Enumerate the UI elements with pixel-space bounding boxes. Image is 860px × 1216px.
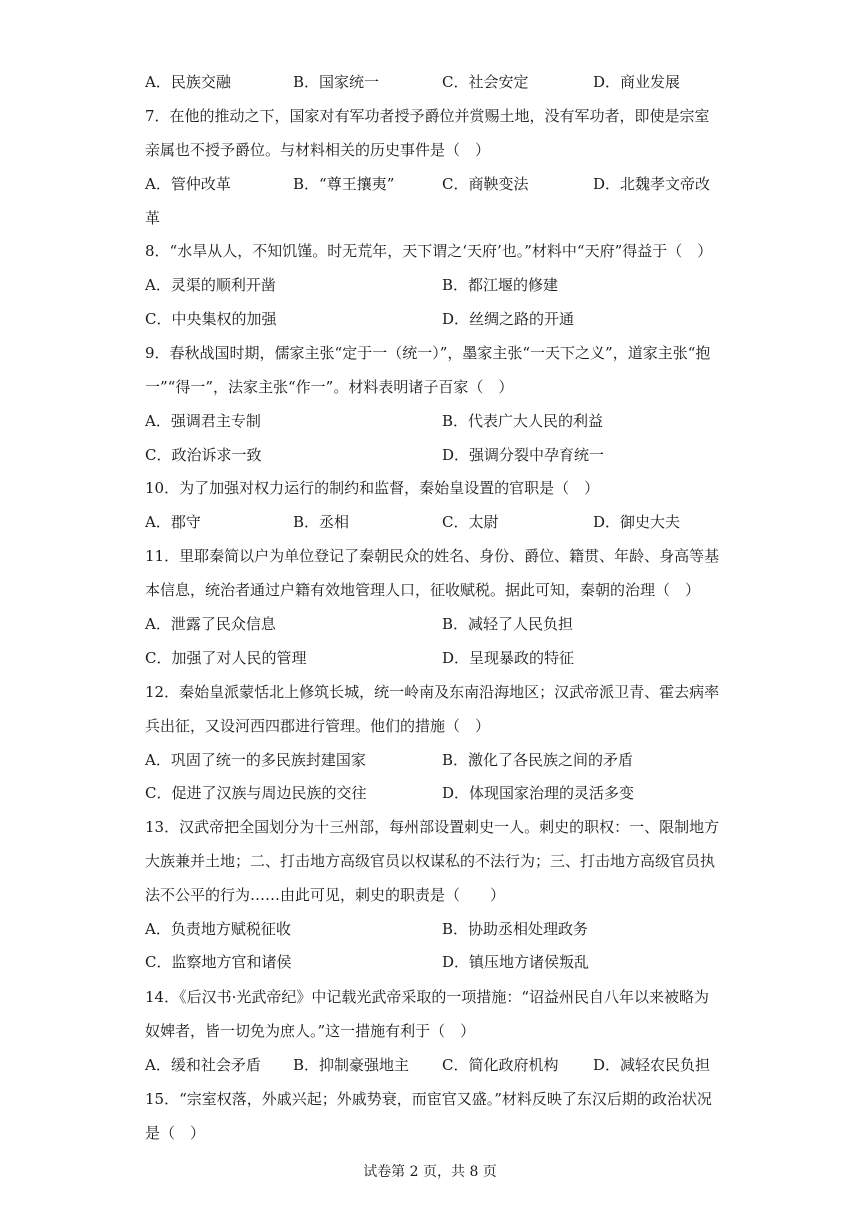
question-text-line: 大族兼并土地；二、打击地方高级官员以权谋私的不法行为；三、打击地方高级官员执 <box>145 852 716 870</box>
question-text-line: 7．在他的推动之下，国家对有军功者授予爵位并赏赐土地，没有军功者，即使是宗室 <box>145 107 710 125</box>
answer-option: C．促进了汉族与周边民族的交往 <box>145 784 367 802</box>
answer-option: B．都江堰的修建 <box>442 276 559 294</box>
answer-option: B．减轻了人民负担 <box>442 615 574 633</box>
question-text-line: 革 <box>145 209 161 227</box>
answer-option: B．丞相 <box>293 513 350 531</box>
answer-option: A．灵渠的顺利开凿 <box>145 276 276 294</box>
answer-option: D．镇压地方诸侯叛乱 <box>442 953 590 971</box>
answer-option: D．呈现暴政的特征 <box>442 649 575 667</box>
answer-option: D．丝绸之路的开通 <box>442 310 575 328</box>
question-text-line: 13．汉武帝把全国划分为十三州部，每州部设置刺史一人。刺史的职权：一、限制地方 <box>145 818 720 836</box>
answer-option: C．社会安定 <box>442 73 529 91</box>
question-text-line: 兵出征，又设河西四郡进行管理。他们的措施（ ） <box>145 717 491 735</box>
question-text-line: 15．“宗室权落，外戚兴起；外戚势衰，而宦官又盛。”材料反映了东汉后期的政治状况 <box>145 1090 712 1108</box>
answer-option: A．强调君主专制 <box>145 412 261 430</box>
answer-option: D．商业发展 <box>593 73 681 91</box>
question-text-line: 法不公平的行为……由此可见，刺史的职责是（ ） <box>145 886 506 904</box>
answer-option: A．巩固了统一的多民族封建国家 <box>145 751 366 769</box>
answer-option: A．管仲改革 <box>145 175 231 193</box>
question-text-line: 8．“水旱从人，不知饥馑。时无荒年，天下谓之‘天府’也。”材料中“天府”得益于（ ） <box>145 242 713 260</box>
answer-option: A．负责地方赋税征收 <box>145 920 291 938</box>
answer-option: D．北魏孝文帝改 <box>593 175 711 193</box>
answer-option: B．“尊王攘夷” <box>293 175 395 193</box>
question-text-line: 本信息，统治者通过户籍有效地管理人口，征收赋税。据此可知，秦朝的治理（ ） <box>145 581 701 599</box>
answer-option: B．激化了各民族之间的矛盾 <box>442 751 634 769</box>
question-text-line: 是（ ） <box>145 1124 206 1142</box>
answer-option: C．政治诉求一致 <box>145 446 262 464</box>
question-text-line: 9．春秋战国时期，儒家主张“定于一（统一）”，墨家主张“一天下之义”，道家主张“抱 <box>145 344 711 362</box>
question-text-line: 奴婢者，皆一切免为庶人。”这一措施有利于（ ） <box>145 1022 476 1040</box>
page-footer: 试卷第 2 页，共 8 页 <box>363 1164 497 1180</box>
answer-option: C．监察地方官和诸侯 <box>145 953 292 971</box>
answer-option: B．国家统一 <box>293 73 380 91</box>
answer-option: D．御史大夫 <box>593 513 681 531</box>
answer-option: B．代表广大人民的利益 <box>442 412 604 430</box>
question-text-line: 一”“得一”，法家主张“作一”。材料表明诸子百家（ ） <box>145 378 514 396</box>
question-text-line: 14．《后汉书·光武帝纪》中记载光武帝采取的一项措施：“诏益州民自八年以来被略为 <box>145 988 710 1006</box>
answer-option: C．中央集权的加强 <box>145 310 277 328</box>
question-text-line: 12．秦始皇派蒙恬北上修筑长城，统一岭南及东南沿海地区；汉武帝派卫青、霍去病率 <box>145 683 720 701</box>
answer-option: A．缓和社会矛盾 <box>145 1056 261 1074</box>
question-text-line: 10．为了加强对权力运行的制约和监督，秦始皇设置的官职是（ ） <box>145 479 600 497</box>
answer-option: C．太尉 <box>442 513 499 531</box>
answer-option: C．加强了对人民的管理 <box>145 649 307 667</box>
answer-option: D．强调分裂中孕育统一 <box>442 446 605 464</box>
answer-option: A．郡守 <box>145 513 201 531</box>
question-text-line: 亲属也不授予爵位。与材料相关的历史事件是（ ） <box>145 141 491 159</box>
answer-option: C．商鞅变法 <box>442 175 529 193</box>
answer-option: D．体现国家治理的灵活多变 <box>442 784 635 802</box>
question-text-line: 11．里耶秦简以户为单位登记了秦朝民众的姓名、身份、爵位、籍贯、年龄、身高等基 <box>145 547 720 565</box>
answer-option: B．协助丞相处理政务 <box>442 920 589 938</box>
answer-option: A．泄露了民众信息 <box>145 615 276 633</box>
answer-option: C．简化政府机构 <box>442 1056 559 1074</box>
answer-option: D．减轻农民负担 <box>593 1056 711 1074</box>
answer-option: A．民族交融 <box>145 73 231 91</box>
answer-option: B．抑制豪强地主 <box>293 1056 410 1074</box>
